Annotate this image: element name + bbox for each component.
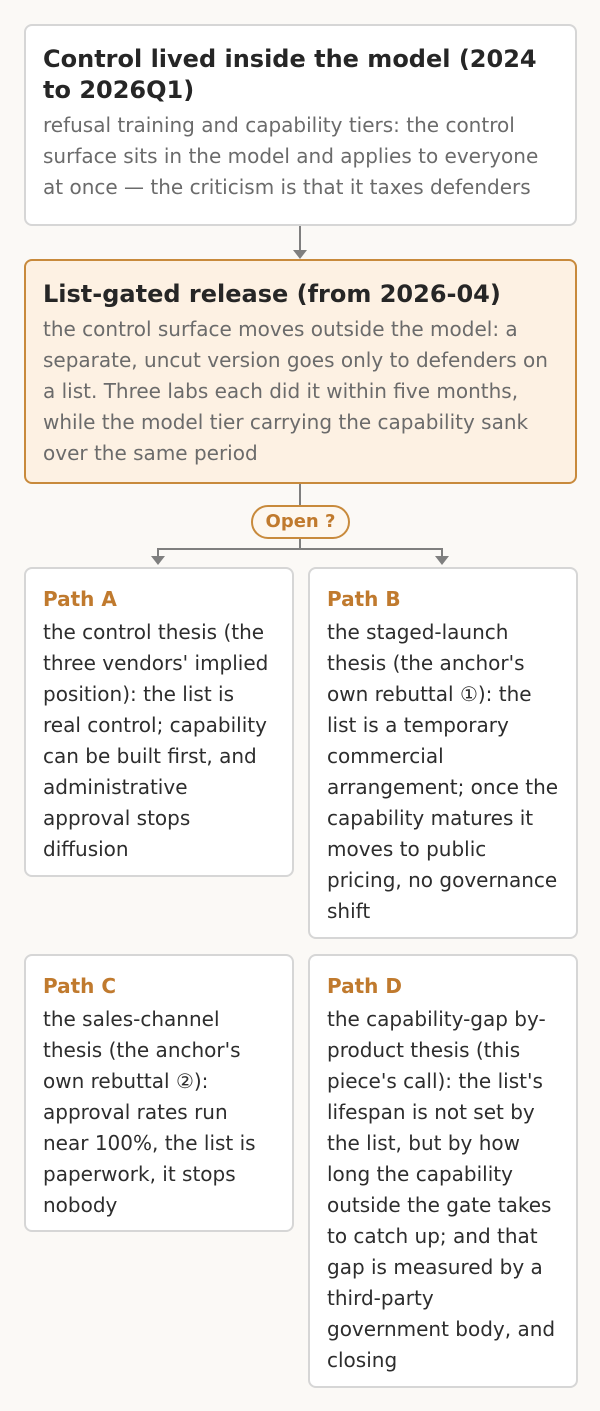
path-card-b [308,567,578,939]
path-card-a [24,567,294,877]
path-title: Path B [327,587,401,611]
stage-title: List-gated release (from 2026-04) [43,280,501,308]
branch-bar [157,548,443,550]
path-title: Path D [327,974,402,998]
path-description: the sales-channel thesis (the anchor's own rebuttal ②): approval rates run near 100%, the list is paperwork, it stops nobody [43,1007,256,1217]
path-description: the control thesis (the three vendors' implied position): the list is real control; capability can be built first, and administrative approval stops diffusion [43,620,269,861]
stage-box-list-gated [24,259,577,484]
branch-label: Open ? [251,505,350,539]
arrow-down-icon [293,250,307,259]
path-card-d [308,954,578,1388]
connector-line [299,484,301,506]
stage-description: refusal training and capability tiers: the control surface sits in the model and applies to everyone at once — the criticism is that it taxes defenders [43,113,539,199]
path-description: the capability-gap by-product thesis (this piece's call): the list's lifespan is not set by the list, but by how long the capability outside the gate takes to catch up; and that gap is measured by a third-party government body, and closing [327,1007,556,1372]
arrow-down-icon [435,556,449,565]
arrow-down-icon [151,556,165,565]
path-title: Path A [43,587,117,611]
connector-line [299,226,301,251]
stage-title: Control lived inside the model (2024 to 2026Q1) [43,45,537,104]
path-description: the staged-launch thesis (the anchor's own rebuttal ①): the list is a temporary commercial arrangement; once the capability matures it moves to public pricing, no governance shift [327,620,559,923]
path-card-c [24,954,294,1232]
stage-description: the control surface moves outside the model: a separate, uncut version goes only to defenders on a list. Three labs each did it within five months, while the model tier carrying the capability sank over the same period [43,317,548,465]
path-title: Path C [43,974,117,998]
stage-box-model-control [24,24,577,226]
